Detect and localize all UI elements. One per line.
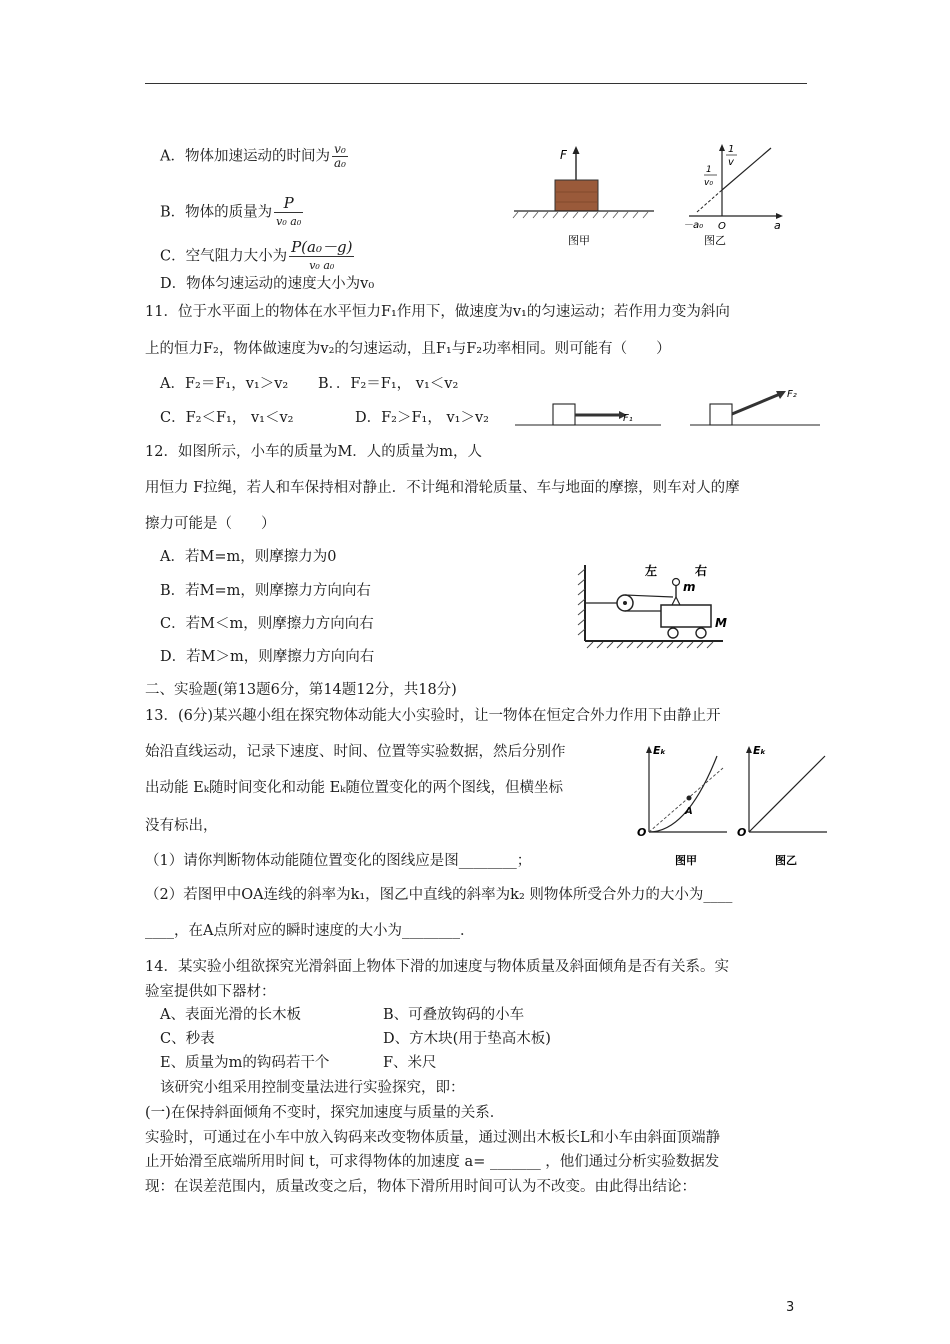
y-axis-label: Eₖ (753, 744, 766, 757)
q10-figure-jia (508, 140, 658, 252)
q12-stem-line-2: 用恒力 F拉绳，若人和车保持相对静止．不计绳和滑轮质量、车与地面的摩擦，则车对人的摩 (145, 480, 740, 496)
fraction-numerator: P(a₀－g) (291, 238, 353, 256)
person-mass-label: m (683, 580, 696, 594)
wall-hatch (578, 569, 585, 635)
y-axis-arrow (719, 144, 725, 151)
force-f1-label: F₁ (623, 413, 633, 424)
q13-stem-line-1: 13．(6分)某兴趣小组在探究物体动能大小实验时，让一物体在恒定合外力作用下由静止开 (145, 708, 721, 724)
pulley-axle (623, 601, 627, 605)
q14-stem-line-2: 验室提供如下器材： (145, 984, 276, 1000)
cart-wheel (696, 628, 706, 638)
q11-figure-f1 (515, 388, 665, 430)
fraction-numerator: P (274, 195, 303, 213)
wooden-block (555, 180, 598, 211)
y-axis-arrow (746, 746, 752, 753)
intercept-label-den: v₀ (704, 178, 713, 188)
fraction-denominator: v₀ a₀ (309, 259, 335, 272)
q10-option-a-text: A．物体加速运动的时间为 (160, 148, 330, 165)
q12-option-a: A．若M=m，则摩擦力为0 (160, 549, 337, 565)
rope-upper (625, 595, 673, 597)
q11-option-c: C．F₂＜F₁， v₁＜v₂ (160, 410, 294, 426)
y-axis-label-num: 1 (728, 144, 735, 155)
section-2-heading: 二、实验题(第13题6分，第14题12分，共18分) (145, 682, 457, 698)
ek-line (749, 756, 825, 832)
q11-stem-line-2: 上的恒力F₂，物体做速度为v₂的匀速运动，且F₁与F₂功率相同。则可能有（ ） (145, 341, 671, 357)
origin-label: O (737, 826, 747, 839)
block (553, 404, 575, 425)
figure-caption: 图乙 (704, 234, 726, 247)
q13-stem-line-2: 始沿直线运动，记录下速度、时间、位置等实验数据，然后分别作 (145, 744, 566, 760)
ek-curve (649, 756, 717, 832)
q10-option-a-fraction (332, 143, 348, 170)
point-a (687, 796, 692, 801)
person-leg (672, 597, 676, 605)
q12-stem-line-3: 擦力可能是（ ） (145, 516, 276, 532)
force-arrow-head (573, 146, 580, 154)
person-leg (676, 597, 680, 605)
force-f2-label: F₂ (787, 389, 797, 400)
q14-part-1-line-3: 现：在误差范围内，质量改变之后，物体下滑所用时间可认为不改变。由此得出结论： (145, 1179, 696, 1195)
q13-subquestion-1: （1）请你判断物体动能随位置变化的图线应是图________； (145, 853, 532, 869)
q14-item-e: E、质量为m的钩码若干个 (160, 1055, 330, 1071)
q12-option-b: B．若M=m，则摩擦力方向向右 (160, 583, 371, 599)
block (710, 404, 732, 425)
figure-caption: 图甲 (675, 854, 697, 867)
y-axis-label-den: v (728, 157, 734, 168)
ground-hatch (587, 642, 713, 648)
q12-stem-line-1: 12．如图所示，小车的质量为M．人的质量为m，人 (145, 444, 483, 460)
q12-option-c: C．若M＜m，则摩擦力方向向右 (160, 616, 374, 632)
figure-caption: 图乙 (775, 854, 797, 867)
q13-figure-yi (735, 740, 835, 870)
q10-option-b-fraction (274, 195, 303, 230)
q13-stem-line-3: 出动能 Eₖ随时间变化和动能 Eₖ随位置变化的两个图线，但横坐标 (145, 780, 563, 796)
intercept-label-num: 1 (706, 165, 712, 175)
q10-option-b-text: B．物体的质量为 (160, 204, 273, 221)
figure-caption: 图甲 (568, 234, 590, 247)
q11-option-d: D．F₂＞F₁， v₁＞v₂ (355, 410, 489, 426)
left-label: 左 (645, 564, 658, 578)
page-number: 3 (786, 1300, 795, 1315)
q12-option-d: D．若M＞m，则摩擦力方向向右 (160, 649, 375, 665)
q10-option-c-text: C．空气阻力大小为 (160, 248, 288, 265)
x-intercept-label: －a₀ (683, 220, 704, 231)
y-axis-label: Eₖ (653, 744, 666, 757)
q14-method-line: 该研究小组采用控制变量法进行实验探究，即： (160, 1080, 465, 1096)
q14-item-a: A、表面光滑的长木板 (160, 1007, 301, 1023)
q14-item-b: B、可叠放钩码的小车 (383, 1007, 525, 1023)
q14-item-f: F、米尺 (383, 1055, 437, 1071)
cart-body (661, 605, 711, 627)
force-label: F (560, 148, 567, 162)
ground-hatch (513, 212, 648, 218)
fraction-denominator: v₀ a₀ (276, 215, 302, 228)
fraction-denominator: a₀ (333, 156, 346, 170)
q11-option-a: A．F₂＝F₁，v₁＞v₂ (160, 376, 289, 392)
q13-stem-line-4: 没有标出， (145, 818, 218, 834)
q10-option-a (160, 143, 348, 170)
y-axis-arrow (646, 746, 652, 753)
q14-part-1-line-2: 止开始滑至底端所用时间 t，可求得物体的加速度 a= _______ ，他们通过分析实验数据发 (145, 1154, 720, 1170)
right-label: 右 (695, 564, 708, 578)
q11-figure-f2 (690, 384, 825, 430)
q13-subquestion-2b: ____，在A点所对应的瞬时速度的大小为________． (145, 923, 475, 939)
x-axis-label: a (774, 219, 781, 232)
q14-part-1-line-1: 实验时，可通过在小车中放入钩码来改变物体质量，通过测出木板长L和小车由斜面顶端静 (145, 1130, 721, 1146)
header-rule (145, 83, 807, 84)
force-f2-arrow (732, 394, 780, 414)
origin-label: O (718, 221, 726, 232)
point-a-label: A (685, 806, 693, 817)
cart-wheel (668, 628, 678, 638)
q13-figure-jia (635, 740, 735, 870)
fraction-numerator: v₀ (332, 143, 348, 157)
graph-extension-dashed (697, 190, 722, 212)
person-head (673, 579, 680, 586)
q10-option-c (160, 239, 354, 274)
origin-label: O (637, 826, 647, 839)
q14-part-1-heading: (一)在保持斜面倾角不变时，探究加速度与质量的关系． (145, 1105, 505, 1121)
q14-item-d: D、方木块(用于垫高木板) (383, 1031, 551, 1047)
q12-figure-cart (573, 555, 743, 653)
q10-option-c-fraction (289, 239, 354, 274)
q10-option-b (160, 195, 303, 230)
q11-stem-line-1: 11．位于水平面上的物体在水平恒力F₁作用下，做速度为v₁的匀速运动；若作用力变为斜向 (145, 304, 730, 320)
oa-line-dashed (649, 768, 723, 832)
q14-item-c: C、秒表 (160, 1031, 215, 1047)
q10-figure-yi (675, 140, 795, 252)
q11-option-b: B．．F₂＝F₁， v₁＜v₂ (318, 376, 459, 392)
cart-mass-label: M (715, 616, 727, 630)
q10-option-d: D．物体匀速运动的速度大小为v₀ (160, 276, 375, 292)
q13-subquestion-2a: （2）若图甲中OA连线的斜率为k₁，图乙中直线的斜率为k₂ 则物体所受合外力的大小为____ (145, 887, 733, 903)
q14-stem-line-1: 14．某实验小组欲探究光滑斜面上物体下滑的加速度与物体质量及斜面倾角是否有关系。实 (145, 959, 729, 975)
